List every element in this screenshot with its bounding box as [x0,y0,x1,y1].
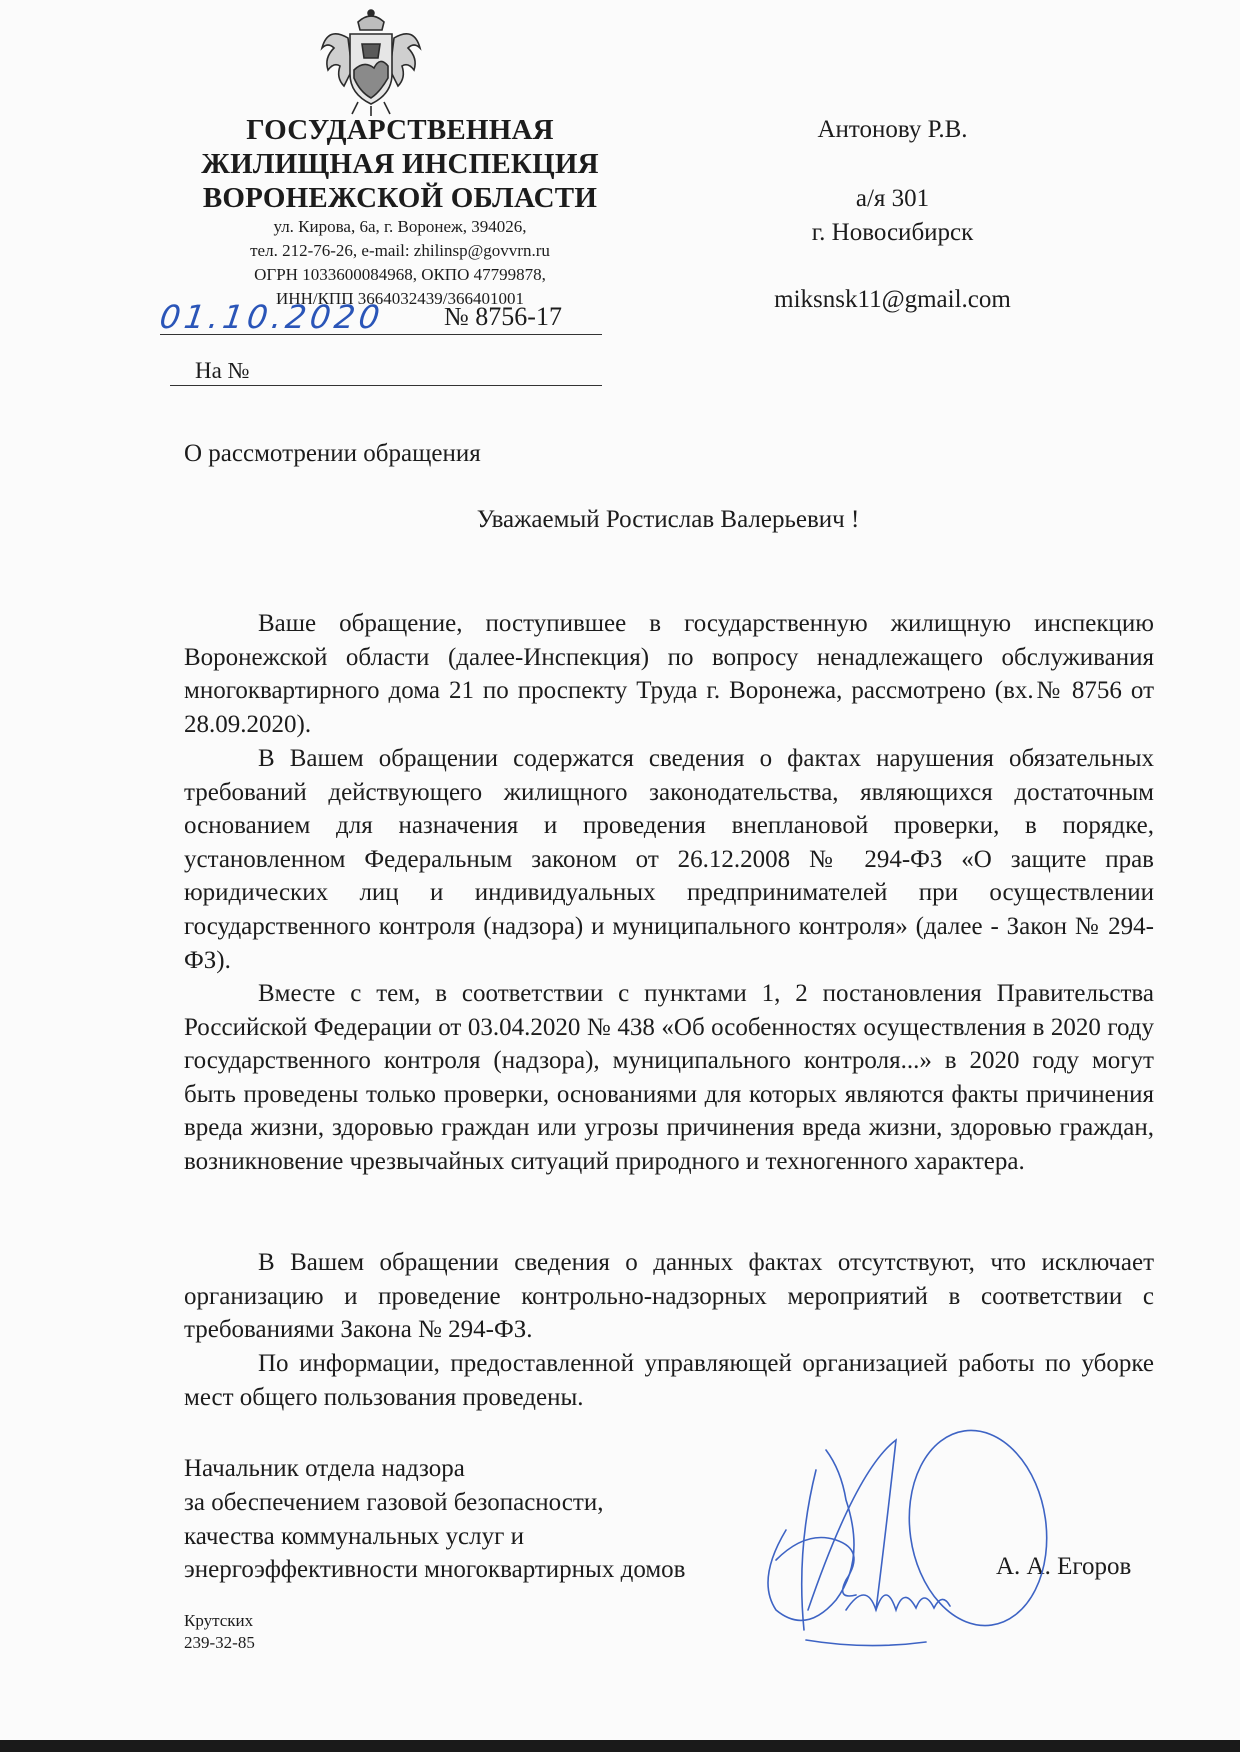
org-address: ул. Кирова, 6а, г. Воронеж, 394026, [273,217,527,236]
executor-name: Крутских [184,1611,254,1630]
org-name-line: ГОСУДАРСТВЕННАЯ [246,114,554,146]
org-inn: ИНН/КПП 3664032439/366401001 [276,289,524,308]
signer-name: А. А. Егоров [996,1553,1132,1580]
body-paragraph: Вместе с тем, в соответствии с пунктами 1, 2 постановления Правительства Российской Федерации от 03.04.2020 № 438 «Об особенностях осуществления в 2020 году государственного контроля (надзора), муниципального контроля...» в 2020 году могут быть проведены только проверки, основаниями для которых являются факты причинения вреда жизни, здоровью граждан или угрозы причинения вреда жизни, здоровью граждан, возникновение чрезвычайных ситуаций природного и техногенного характера. [184,980,1154,1175]
handwritten-signature-icon [746,1410,1066,1660]
body-paragraph: В Вашем обращении содержатся сведения о фактах нарушения обязательных требований действующего жилищного законодательства, являющихся достаточным основанием для назначения и проведения внеплановой проверки, в порядке, установленном Федеральным законом от 26.12.2008 № 294-ФЗ «О защите прав юридических лиц и индивидуальных предпринимателей при осуществлении государственного контроля (надзора) и муниципального контроля» (далее - Закон № 294-ФЗ). [184,745,1154,974]
letter-subject: О рассмотрении обращения [184,440,481,467]
salutation: Уважаемый Ростислав Валерьевич ! [476,506,860,533]
org-ogrn: ОГРН 1033600084968, ОКПО 47799878, [254,265,546,284]
executor-phone: 239-32-85 [184,1633,255,1652]
org-contacts: тел. 212-76-26, e-mail: zhilinsp@govvrn.ru [250,241,550,260]
recipient-city: г. Новосибирск [811,219,974,246]
signer-position-line: за обеспечением газовой безопасности, [184,1489,604,1516]
recipient-email: miksnsk11@gmail.com [774,286,1011,313]
scan-bottom-edge [0,1740,1240,1752]
handwritten-date: 01.10.2020 [157,298,386,336]
body-paragraph: В Вашем обращении сведения о данных фактах отсутствуют, что исключает организацию и проведение контрольно-надзорных мероприятий в соответствии с требованиями Закона № 294-ФЗ. [184,1249,1154,1344]
org-name-line: ВОРОНЕЖСКОЙ ОБЛАСТИ [202,182,598,214]
body-paragraph: Ваше обращение, поступившее в государственную жилищную инспекцию Воронежской области (далее-Инспекция) по вопросу ненадлежащего обслуживания многоквартирного дома 21 по проспекту Труда г. Воронежа, рассмотрено (вх.№ 8756 от 28.09.2020). [184,610,1154,738]
reply-to-underline [170,385,602,386]
body-paragraph: По информации, предоставленной управляющей организацией работы по уборке мест общего пользования проведены. [184,1350,1154,1411]
organization-name [168,113,632,215]
recipient-name: Антонову Р.В. [817,116,968,143]
registration-number: № 8756-17 [444,302,562,331]
org-name-line: ЖИЛИЩНАЯ ИНСПЕКЦИЯ [201,148,599,180]
date-underline [160,334,602,335]
recipient-po-box: а/я 301 [855,185,930,212]
coat-of-arms-icon [318,8,424,118]
signer-position-line: качества коммунальных услуг и [184,1523,524,1550]
reply-to-label: На № [195,358,250,383]
signer-position-line: Начальник отдела надзора [184,1455,465,1482]
signer-position-line: энергоэффективности многоквартирных домов [184,1556,686,1583]
